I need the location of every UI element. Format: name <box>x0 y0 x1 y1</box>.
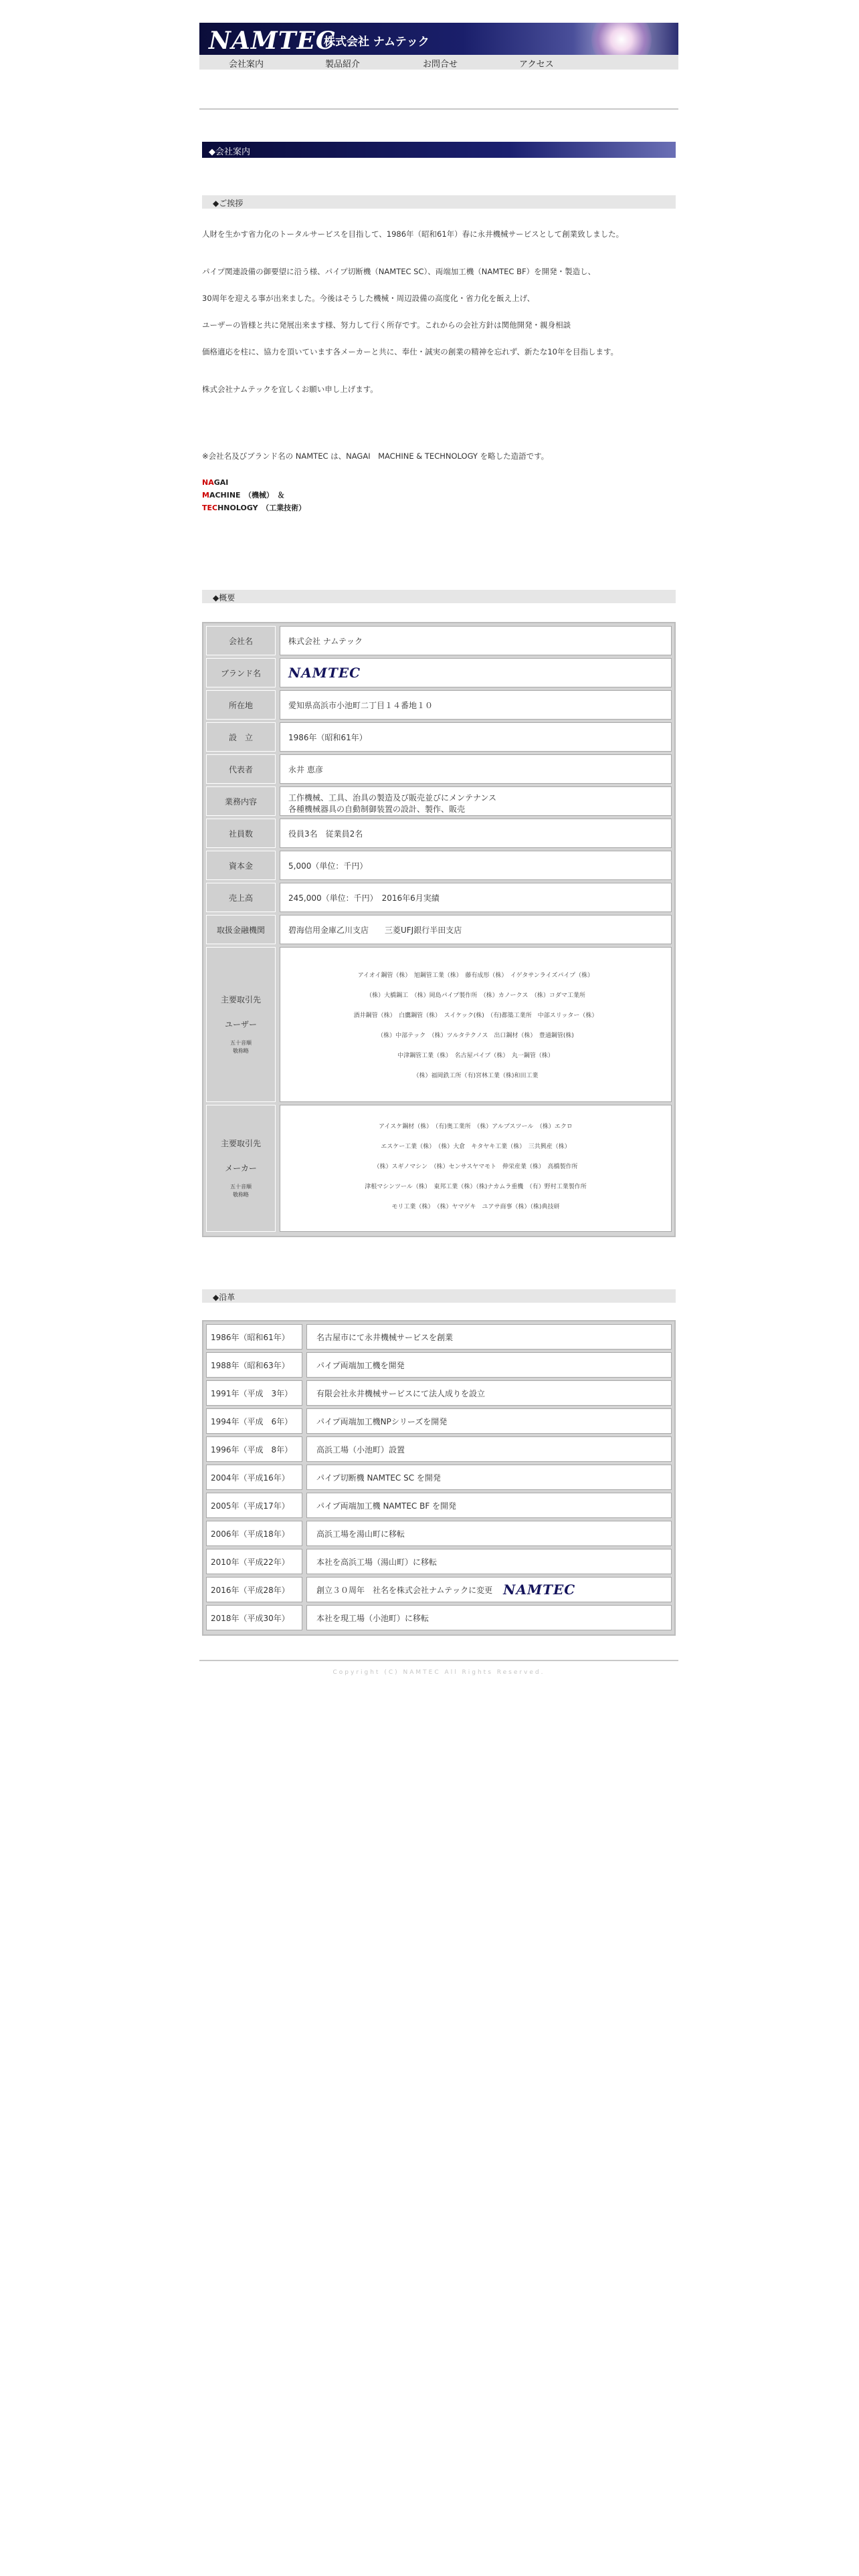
history-year: 1994年（平成 6年） <box>206 1408 302 1434</box>
greeting-heading-bar <box>202 195 676 209</box>
overview-heading-bar <box>202 590 676 603</box>
brand-logo: NAMTEC <box>288 665 361 681</box>
maker-line: 津根マシンツール（株） 東邦工業（株）（株)ナカムラ重機 （有）野村工業製作所 <box>365 1184 587 1190</box>
history-year: 2016年（平成28年） <box>206 1577 302 1602</box>
history-year: 2006年（平成18年） <box>206 1521 302 1546</box>
user-line: 中津鋼管工業（株） 名古屋パイプ（株） 丸一鋼管（株） <box>397 1053 554 1059</box>
row-label: 所在地 <box>206 690 276 720</box>
history-event: 有限会社永井機械サービスにて法人成りを設立 <box>306 1380 672 1406</box>
history-row <box>206 1605 672 1630</box>
row-label: 業務内容 <box>206 786 276 816</box>
row-label: 設 立 <box>206 722 276 752</box>
nav-access[interactable]: アクセス <box>519 60 554 70</box>
history-logo: NAMTEC <box>503 1582 576 1598</box>
table-row <box>206 786 672 816</box>
nav-company[interactable]: 会社案内 <box>229 60 264 70</box>
greeting-para-6: 株式会社ナムテックを宜しくお願い申し上げます。 <box>202 385 378 394</box>
table-row <box>206 626 672 655</box>
user-line: （株）大橋鋼工 （株）岡島パイプ製作所 （株）カノークス （株）コダマ工業所 <box>366 992 585 999</box>
greeting-para-5: 価格適応を柱に、協力を頂いています各メーカーと共に、奉仕・誠実の創業の精神を忘れず、新たな10年を目指します。 <box>202 347 619 356</box>
acronym-line-3: TECHNOLOGY （工業技術） <box>202 504 306 512</box>
row-label: 取扱金融機関 <box>206 915 276 944</box>
history-year: 1991年（平成 3年） <box>206 1380 302 1406</box>
table-row <box>206 883 672 912</box>
acronym-line-1: NAGAI <box>202 478 229 487</box>
history-row <box>206 1436 672 1462</box>
row-value: 愛知県高浜市小池町二丁目１４番地１０ <box>280 690 672 720</box>
history-heading: ◆沿革 <box>213 1293 235 1302</box>
row-label: ブランド名 <box>206 658 276 687</box>
history-event: 高浜工場を湯山町に移転 <box>306 1521 672 1546</box>
row-value: 株式会社 ナムテック <box>280 626 672 655</box>
header-banner <box>199 23 678 55</box>
overview-heading: ◆概要 <box>213 593 235 603</box>
row-label: 代表者 <box>206 754 276 784</box>
table-row <box>206 915 672 944</box>
history-table <box>202 1320 676 1636</box>
logo[interactable]: NAMTEC <box>209 27 336 55</box>
history-year: 2010年（平成22年） <box>206 1549 302 1574</box>
history-row <box>206 1521 672 1546</box>
table-row-users <box>206 947 672 1102</box>
acronym-list <box>202 476 306 514</box>
table-row <box>206 851 672 880</box>
maker-line: アイスケ鋼材（株） （有)奥工業所 （株）アルプスツール （株）エクロ <box>379 1123 573 1130</box>
row-value-multi <box>280 786 672 816</box>
row-value: 永井 恵彦 <box>280 754 672 784</box>
history-event: パイプ切断機 NAMTEC SC を開発 <box>306 1465 672 1490</box>
history-event: 高浜工場（小池町）設置 <box>306 1436 672 1462</box>
history-row <box>206 1380 672 1406</box>
row-value: 5,000（単位：千円） <box>280 851 672 880</box>
row-value: 碧海信用金庫乙川支店 三菱UFJ銀行半田支店 <box>280 915 672 944</box>
table-row <box>206 722 672 752</box>
history-year: 1988年（昭和63年） <box>206 1352 302 1378</box>
makers-list <box>280 1105 672 1232</box>
maker-line: （株）スギノマシン （株）センサスヤマモト 伸栄産業（株） 高橋製作所 <box>373 1164 578 1170</box>
nav-contact[interactable]: お問合せ <box>423 60 458 70</box>
history-event: 本社を高浜工場（湯山町）に移転 <box>306 1549 672 1574</box>
history-event-with-logo <box>306 1577 672 1602</box>
user-line: アイオイ鋼管（株） 旭鋼管工業（株） 藤有成形（株） イゲタサンライズパイプ（株） <box>357 972 594 979</box>
brand-value <box>280 658 672 687</box>
main-nav <box>199 55 678 70</box>
users-list <box>280 947 672 1102</box>
row-value: 1986年（昭和61年） <box>280 722 672 752</box>
history-event: パイプ両端加工機NPシリーズを開発 <box>306 1408 672 1434</box>
user-line: 酒井鋼管（株） 白鷹鋼管（株） スイケック(株) （有)都築工業所 中部スリッター（株） <box>353 1012 598 1019</box>
history-year: 1996年（平成 8年） <box>206 1436 302 1462</box>
greeting-para-3: 30周年を迎える事が出来ました。今後はそうした機械・周辺設備の高度化・省力化を飯え上げ、 <box>202 294 535 303</box>
history-event: 名古屋市にて永井機械サービスを創業 <box>306 1324 672 1350</box>
table-row-makers <box>206 1105 672 1232</box>
history-event: 創立３０周年 社名を株式会社ナムテックに変更 <box>316 1585 493 1595</box>
row-value: 役員3名 従業員2名 <box>280 819 672 848</box>
maker-line: モリ工業（株） （株）ヤマゲキ ユアサ商事（株）（株)典技研 <box>391 1204 560 1210</box>
makers-label: 主要取引先 メーカー 五十音順 敬称略 <box>206 1105 276 1232</box>
history-year: 2004年（平成16年） <box>206 1465 302 1490</box>
history-year: 1986年（昭和61年） <box>206 1324 302 1350</box>
acronym-line-2: MACHINE （機械） ＆ <box>202 491 285 500</box>
user-line: （株）中部テック （株）ツルタテクノス 出口鋼材（株） 豊通鋼管(株) <box>377 1033 574 1039</box>
history-row <box>206 1465 672 1490</box>
business-line-1: 工作機械、工具、治具の製造及び販売並びにメンテナンス <box>288 793 497 802</box>
row-label: 会社名 <box>206 626 276 655</box>
history-heading-bar <box>202 1289 676 1303</box>
history-year: 2018年（平成30年） <box>206 1605 302 1630</box>
brand-note: ※会社名及びブランド名の NAMTEC は、NAGAI MACHINE & TECHNOLOGY を略した造語です。 <box>202 451 549 461</box>
greeting-para-4: ユーザーの皆様と共に発展出来ます様、努力して行く所存です。これからの会社方針は関他開発・親身相談 <box>202 320 571 330</box>
table-row <box>206 754 672 784</box>
divider-top <box>199 108 678 110</box>
greeting-heading: ◆ご挨拶 <box>213 199 244 208</box>
history-row <box>206 1352 672 1378</box>
history-row <box>206 1577 672 1602</box>
divider-bottom <box>199 1660 678 1661</box>
user-line: （株）福岡鉄工所（有)宮林工業（株)和田工業 <box>413 1073 539 1079</box>
row-label: 社員数 <box>206 819 276 848</box>
section-title: ◆会社案内 <box>209 147 250 157</box>
maker-line: エスケー工業（株） （株）大倉 キタヤキ工業（株） 三共興産（株） <box>381 1144 571 1150</box>
history-row <box>206 1324 672 1350</box>
history-row <box>206 1408 672 1434</box>
section-title-bar <box>202 142 676 158</box>
nav-products[interactable]: 製品紹介 <box>325 60 361 70</box>
table-row <box>206 658 672 687</box>
greeting-para-1: 人財を生かす省力化のトータルサービスを目指して、1986年（昭和61年）春に永井機械サービスとして創業致しました。 <box>202 229 624 239</box>
logo-subtitle: 株式会社 ナムテック <box>324 35 430 49</box>
row-label: 売上高 <box>206 883 276 912</box>
history-event: パイプ両端加工機 NAMTEC BF を開発 <box>306 1493 672 1518</box>
table-row <box>206 819 672 848</box>
history-event: 本社を現工場（小池町）に移転 <box>306 1605 672 1630</box>
users-label: 主要取引先 ユーザー 五十音順 敬称略 <box>206 947 276 1102</box>
history-year: 2005年（平成17年） <box>206 1493 302 1518</box>
table-row <box>206 690 672 720</box>
history-row <box>206 1549 672 1574</box>
history-row <box>206 1493 672 1518</box>
business-line-2: 各種機械器具の自動制御装置の設計、製作、販売 <box>288 804 466 814</box>
overview-table <box>202 622 676 1237</box>
row-value: 245,000（単位：千円） 2016年6月実績 <box>280 883 672 912</box>
copyright: Copyright (C) NAMTEC All Rights Reserved. <box>332 1669 545 1676</box>
row-label: 資本金 <box>206 851 276 880</box>
greeting-para-2: パイプ関連設備の御要望に沿う様、パイプ切断機（NAMTEC SC）、両端加工機（NAMTEC BF）を開発・製造し、 <box>202 267 596 276</box>
banner-glow <box>591 23 652 55</box>
history-event: パイプ両端加工機を開発 <box>306 1352 672 1378</box>
